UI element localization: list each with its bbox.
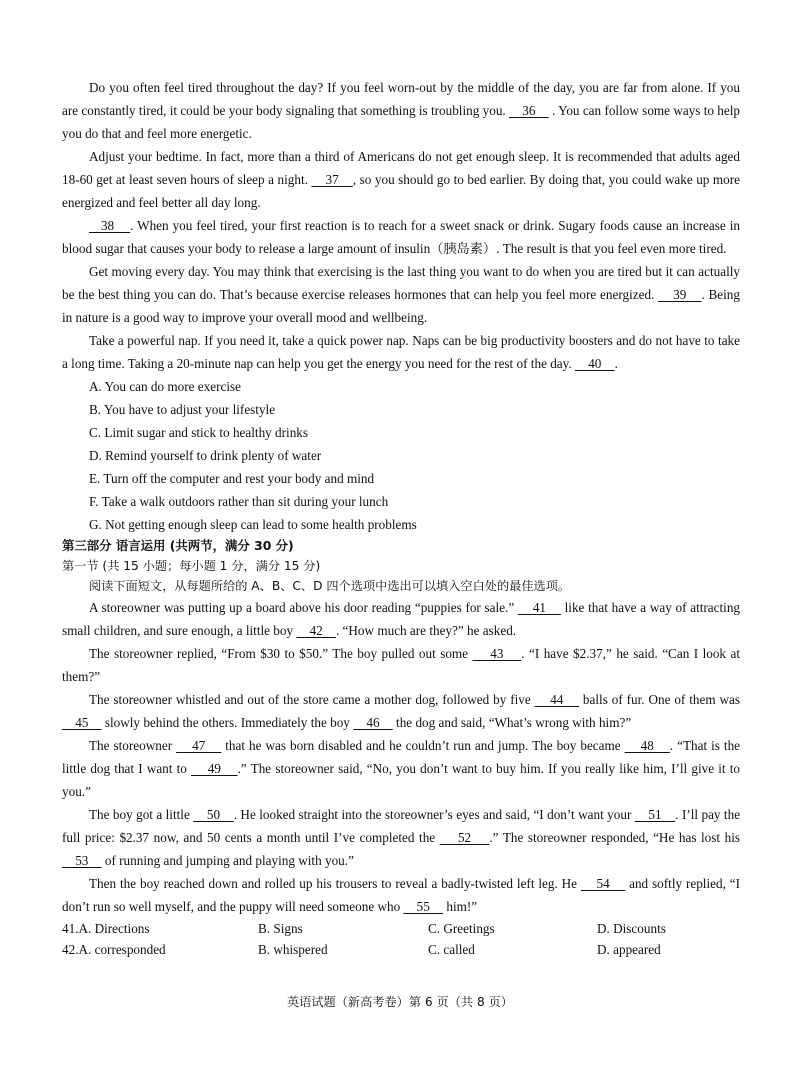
text: . Being in nature is a good way to improve your overall mood and wellbeing. — [62, 287, 740, 325]
blank-41: 41 — [517, 600, 561, 615]
blank-46: 46 — [353, 715, 393, 730]
blank-54: 54 — [580, 876, 626, 891]
passage1-options — [62, 375, 740, 536]
text: .” The storeowner responded, “He has lost his — [489, 830, 741, 845]
page-content — [62, 76, 740, 960]
text: and softly replied, “I don’t run so well myself, and the puppy will need someone who — [62, 876, 741, 914]
text: . “How much are they?” he asked. — [335, 623, 517, 638]
blank-42: 42 — [296, 623, 336, 638]
text: him!” — [446, 899, 478, 914]
passage2-paragraph-4 — [62, 734, 740, 803]
choice-d: D. appeared — [597, 942, 661, 957]
passage1-paragraph-4 — [62, 260, 740, 329]
text: like that have a way of attracting small children, and sure enough, a little boy — [62, 600, 741, 638]
text: The storeowner whistled and out of the store came a mother dog, followed by five — [89, 692, 531, 707]
text: Get moving every day. You may think that exercising is the last thing you want to do when you are tired but it can actually be the best thing you can do. That’s because exercise releases hormones that can help you feel more energized. — [62, 264, 740, 302]
option-f: F. Take a walk outdoors rather than sit during your lunch — [89, 494, 389, 509]
instruction-text: 阅读下面短文，从每题所给的 A、B、C、D 四个选项中选出可以填入空白处的最佳选项。 — [89, 579, 571, 593]
text: . I’ll pay the full price: $2.37 now, and 50 cents a month until I’ve completed the — [62, 807, 741, 845]
option-e: E. Turn off the computer and rest your body and mind — [89, 471, 375, 486]
blank-48: 48 — [624, 738, 670, 753]
text: . He looked straight into the storeowner’s eyes and said, “I don’t want your — [233, 807, 632, 822]
blank-52: 52 — [439, 830, 490, 845]
passage1-paragraph-5 — [62, 329, 740, 375]
passage1-paragraph-2 — [62, 145, 740, 214]
passage1-paragraph-3 — [62, 214, 740, 260]
option-a: A. You can do more exercise — [89, 379, 241, 394]
choice-a: 41.A. Directions — [62, 921, 150, 936]
option-b: B. You have to adjust your lifestyle — [89, 402, 276, 417]
choice-b: B. whispered — [258, 942, 328, 957]
text: The boy got a little — [89, 807, 190, 822]
page-footer: 英语试题（新高考卷）第 6 页（共 8 页） — [286, 995, 513, 1009]
passage2-paragraph-3 — [62, 688, 740, 734]
text: . — [614, 356, 618, 371]
text: balls of fur. One of them was — [582, 692, 741, 707]
passage2-paragraph-5 — [62, 803, 740, 872]
passage2-paragraph-2 — [62, 642, 740, 688]
question-41 — [62, 918, 740, 939]
text: . When you feel tired, your first reaction is to reach for a sweet snack or drink. Sugary foods cause an increase in blood sugar that causes your body to release a large amount of insulin（胰岛素）. The result is that you feel even more tired. — [62, 218, 740, 256]
choice-d: D. Discounts — [597, 921, 666, 936]
choice-b: B. Signs — [258, 921, 303, 936]
text: the dog and said, “What’s wrong with him?” — [396, 715, 632, 730]
passage1-paragraph-1 — [62, 76, 740, 145]
text: Then the boy reached down and rolled up his trousers to reveal a badly-twisted left leg. He — [89, 876, 578, 891]
blank-36: 36 — [509, 103, 549, 118]
blank-45: 45 — [62, 715, 102, 730]
text: The storeowner replied, “From $30 to $50.” The boy pulled out some — [89, 646, 469, 661]
blank-49: 49 — [191, 761, 238, 776]
text: . You can follow some ways to help you do that and feel more energetic. — [62, 103, 741, 141]
text: that he was born disabled and he couldn’t run and jump. The boy became — [225, 738, 621, 753]
text: . “That is the little dog that I want to — [62, 738, 741, 776]
blank-47: 47 — [176, 738, 222, 753]
blank-55: 55 — [403, 899, 444, 914]
choice-c: C. Greetings — [428, 921, 495, 936]
part3-title: 第三部分 语言运用 (共两节，满分 30 分) — [62, 538, 294, 553]
text: .” The storeowner said, “No, you don’t want to buy him. If you really like him, I’ll give it to you.” — [62, 761, 741, 799]
text: . “I have $2.37,” he said. “Can I look at them?” — [62, 646, 740, 684]
text: of running and jumping and playing with you.” — [104, 853, 354, 868]
choice-c: C. called — [428, 942, 475, 957]
blank-51: 51 — [634, 807, 676, 822]
option-d: D. Remind yourself to drink plenty of water — [89, 448, 322, 463]
question-42 — [62, 939, 740, 960]
blank-40: 40 — [575, 356, 615, 371]
text: A storeowner was putting up a board above his door reading “puppies for sale.” — [89, 600, 515, 615]
text: Take a powerful nap. If you need it, take a quick power nap. Naps can be big productivity boosters and do not have to take a long time. Taking a 20-minute nap can help you get the energy you need for the rest of the day. — [62, 333, 740, 371]
blank-37: 37 — [311, 172, 353, 187]
passage2-paragraph-1 — [62, 596, 740, 642]
blank-44: 44 — [534, 692, 580, 707]
text: , so you should go to bed earlier. By doing that, you could wake up more energized and feel better all day long. — [62, 172, 741, 210]
blank-38: 38 — [89, 218, 131, 233]
choice-a: 42.A. corresponded — [62, 942, 166, 957]
blank-50: 50 — [193, 807, 234, 822]
blank-43: 43 — [472, 646, 522, 661]
text: Adjust your bedtime. In fact, more than a third of Americans do not get enough sleep. It is recommended that adults aged 18-60 get at least seven hours of sleep a night. — [62, 149, 740, 187]
option-g: G. Not getting enough sleep can lead to some health problems — [89, 517, 417, 532]
blank-53: 53 — [62, 853, 102, 868]
text: Do you often feel tired throughout the day? If you feel worn-out by the middle of the day, you are far from alone. If you are constantly tired, it could be your body signaling that something is troubling you. — [62, 80, 740, 118]
text: slowly behind the others. Immediately the boy — [104, 715, 350, 730]
section1-heading: 第一节 (共 15 小题；每小题 1 分，满分 15 分) — [62, 559, 321, 573]
option-c: C. Limit sugar and stick to healthy drinks — [89, 425, 309, 440]
passage2-paragraph-6 — [62, 872, 740, 918]
text: The storeowner — [89, 738, 173, 753]
blank-39: 39 — [658, 287, 702, 302]
